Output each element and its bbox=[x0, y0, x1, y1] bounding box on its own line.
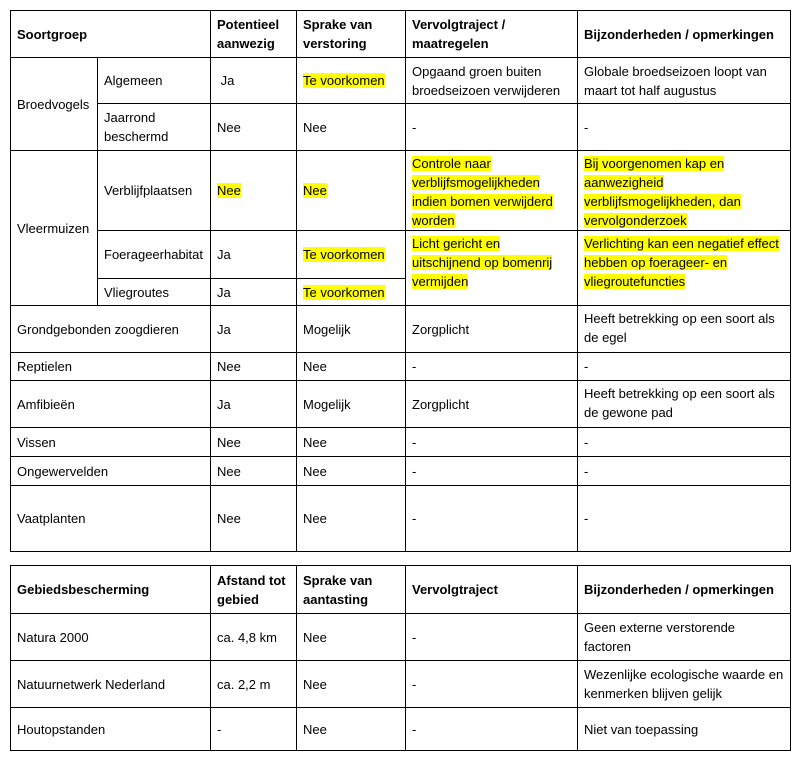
table-row bbox=[11, 614, 791, 661]
followup-cell: - bbox=[406, 104, 578, 151]
impact-cell: Nee bbox=[297, 661, 406, 708]
remarks-cell: Niet van toepassing bbox=[578, 708, 791, 751]
remarks-cell: Wezenlijke ecologische waarde en kenmerken blijven gelijk bbox=[578, 661, 791, 708]
table-row bbox=[11, 231, 791, 279]
followup-cell: - bbox=[406, 353, 578, 381]
impact-cell: Nee bbox=[297, 708, 406, 751]
remarks-cell: Heeft betrekking op een soort als de egel bbox=[578, 306, 791, 353]
subgroup-cell: Jaarrond beschermd bbox=[98, 104, 211, 151]
distance-cell: ca. 2,2 m bbox=[211, 661, 297, 708]
group-cell: Vaatplanten bbox=[11, 486, 211, 552]
table-row bbox=[11, 151, 791, 231]
potential-cell: Ja bbox=[211, 279, 297, 306]
remarks-cell: - bbox=[578, 353, 791, 381]
potential-cell: Nee bbox=[211, 353, 297, 381]
followup-cell: Zorgplicht bbox=[406, 306, 578, 353]
remarks-cell: - bbox=[578, 428, 791, 457]
remarks-cell: - bbox=[578, 486, 791, 552]
table-row bbox=[11, 381, 791, 428]
potential-cell: Ja bbox=[211, 306, 297, 353]
impact-cell: Nee bbox=[297, 614, 406, 661]
potential-cell: Nee bbox=[211, 151, 297, 231]
subgroup-cell: Foerageerhabitat bbox=[98, 231, 211, 279]
disturbance-cell: Mogelijk bbox=[297, 381, 406, 428]
remarks-cell: Geen externe verstorende factoren bbox=[578, 614, 791, 661]
table-row bbox=[11, 457, 791, 486]
header-vervolgtraject: Vervolgtraject / maatregelen bbox=[406, 11, 578, 58]
followup-cell: - bbox=[406, 708, 578, 751]
area-cell: Houtopstanden bbox=[11, 708, 211, 751]
disturbance-cell: Nee bbox=[297, 486, 406, 552]
followup-cell: - bbox=[406, 486, 578, 552]
potential-cell: Nee bbox=[211, 457, 297, 486]
followup-cell: - bbox=[406, 614, 578, 661]
table-row bbox=[11, 104, 791, 151]
table-row bbox=[11, 58, 791, 104]
followup-cell: Licht gericht en uitschijnend op bomenrij vermijden bbox=[406, 231, 578, 306]
table-row bbox=[11, 708, 791, 751]
table-row bbox=[11, 661, 791, 708]
disturbance-cell: Mogelijk bbox=[297, 306, 406, 353]
disturbance-cell: Te voorkomen bbox=[297, 231, 406, 279]
table-row bbox=[11, 486, 791, 552]
followup-cell: Controle naar verblijfsmogelijkheden indien bomen verwijderd worden bbox=[406, 151, 578, 231]
remarks-cell: - bbox=[578, 457, 791, 486]
table-row bbox=[11, 428, 791, 457]
subgroup-cell: Algemeen bbox=[98, 58, 211, 104]
remarks-cell: Globale broedseizoen loopt van maart tot half augustus bbox=[578, 58, 791, 104]
disturbance-cell: Nee bbox=[297, 353, 406, 381]
header-gebiedsbescherming: Gebiedsbescherming bbox=[11, 566, 211, 614]
header-opmerkingen: Bijzonderheden / opmerkingen bbox=[578, 566, 791, 614]
remarks-cell: - bbox=[578, 104, 791, 151]
potential-cell: Nee bbox=[211, 104, 297, 151]
header-opmerkingen: Bijzonderheden / opmerkingen bbox=[578, 11, 791, 58]
species-table bbox=[10, 10, 791, 552]
remarks-cell: Bij voorgenomen kap en aanwezigheid verblijfsmogelijkheden, dan vervolgonderzoek bbox=[578, 151, 791, 231]
potential-cell: Ja bbox=[211, 231, 297, 279]
subgroup-cell: Verblijfplaatsen bbox=[98, 151, 211, 231]
header-afstand: Afstand tot gebied bbox=[211, 566, 297, 614]
group-cell: Ongewervelden bbox=[11, 457, 211, 486]
table-header-row bbox=[11, 566, 791, 614]
area-protection-table bbox=[10, 565, 791, 751]
disturbance-cell: Nee bbox=[297, 457, 406, 486]
disturbance-cell: Nee bbox=[297, 151, 406, 231]
potential-cell: Ja bbox=[211, 58, 297, 104]
group-cell: Amfibieën bbox=[11, 381, 211, 428]
disturbance-cell: Te voorkomen bbox=[297, 279, 406, 306]
followup-cell: Opgaand groen buiten broedseizoen verwijderen bbox=[406, 58, 578, 104]
remarks-cell: Heeft betrekking op een soort als de gewone pad bbox=[578, 381, 791, 428]
header-potentieel: Potentieel aanwezig bbox=[211, 11, 297, 58]
header-vervolgtraject: Vervolgtraject bbox=[406, 566, 578, 614]
group-cell: Broedvogels bbox=[11, 58, 98, 151]
followup-cell: - bbox=[406, 661, 578, 708]
disturbance-cell: Te voorkomen bbox=[297, 58, 406, 104]
followup-cell: - bbox=[406, 457, 578, 486]
remarks-cell: Verlichting kan een negatief effect hebben op foerageer- en vliegroutefuncties bbox=[578, 231, 791, 306]
table-header-row bbox=[11, 11, 791, 58]
table-row bbox=[11, 353, 791, 381]
area-cell: Natura 2000 bbox=[11, 614, 211, 661]
subgroup-cell: Vliegroutes bbox=[98, 279, 211, 306]
potential-cell: Ja bbox=[211, 381, 297, 428]
potential-cell: Nee bbox=[211, 486, 297, 552]
header-soortgroep: Soortgroep bbox=[11, 11, 211, 58]
group-cell: Vleermuizen bbox=[11, 151, 98, 306]
disturbance-cell: Nee bbox=[297, 104, 406, 151]
group-cell: Reptielen bbox=[11, 353, 211, 381]
group-cell: Vissen bbox=[11, 428, 211, 457]
table-row bbox=[11, 306, 791, 353]
distance-cell: - bbox=[211, 708, 297, 751]
disturbance-cell: Nee bbox=[297, 428, 406, 457]
area-cell: Natuurnetwerk Nederland bbox=[11, 661, 211, 708]
header-aantasting: Sprake van aantasting bbox=[297, 566, 406, 614]
group-cell: Grondgebonden zoogdieren bbox=[11, 306, 211, 353]
potential-cell: Nee bbox=[211, 428, 297, 457]
followup-cell: - bbox=[406, 428, 578, 457]
distance-cell: ca. 4,8 km bbox=[211, 614, 297, 661]
header-verstoring: Sprake van verstoring bbox=[297, 11, 406, 58]
followup-cell: Zorgplicht bbox=[406, 381, 578, 428]
